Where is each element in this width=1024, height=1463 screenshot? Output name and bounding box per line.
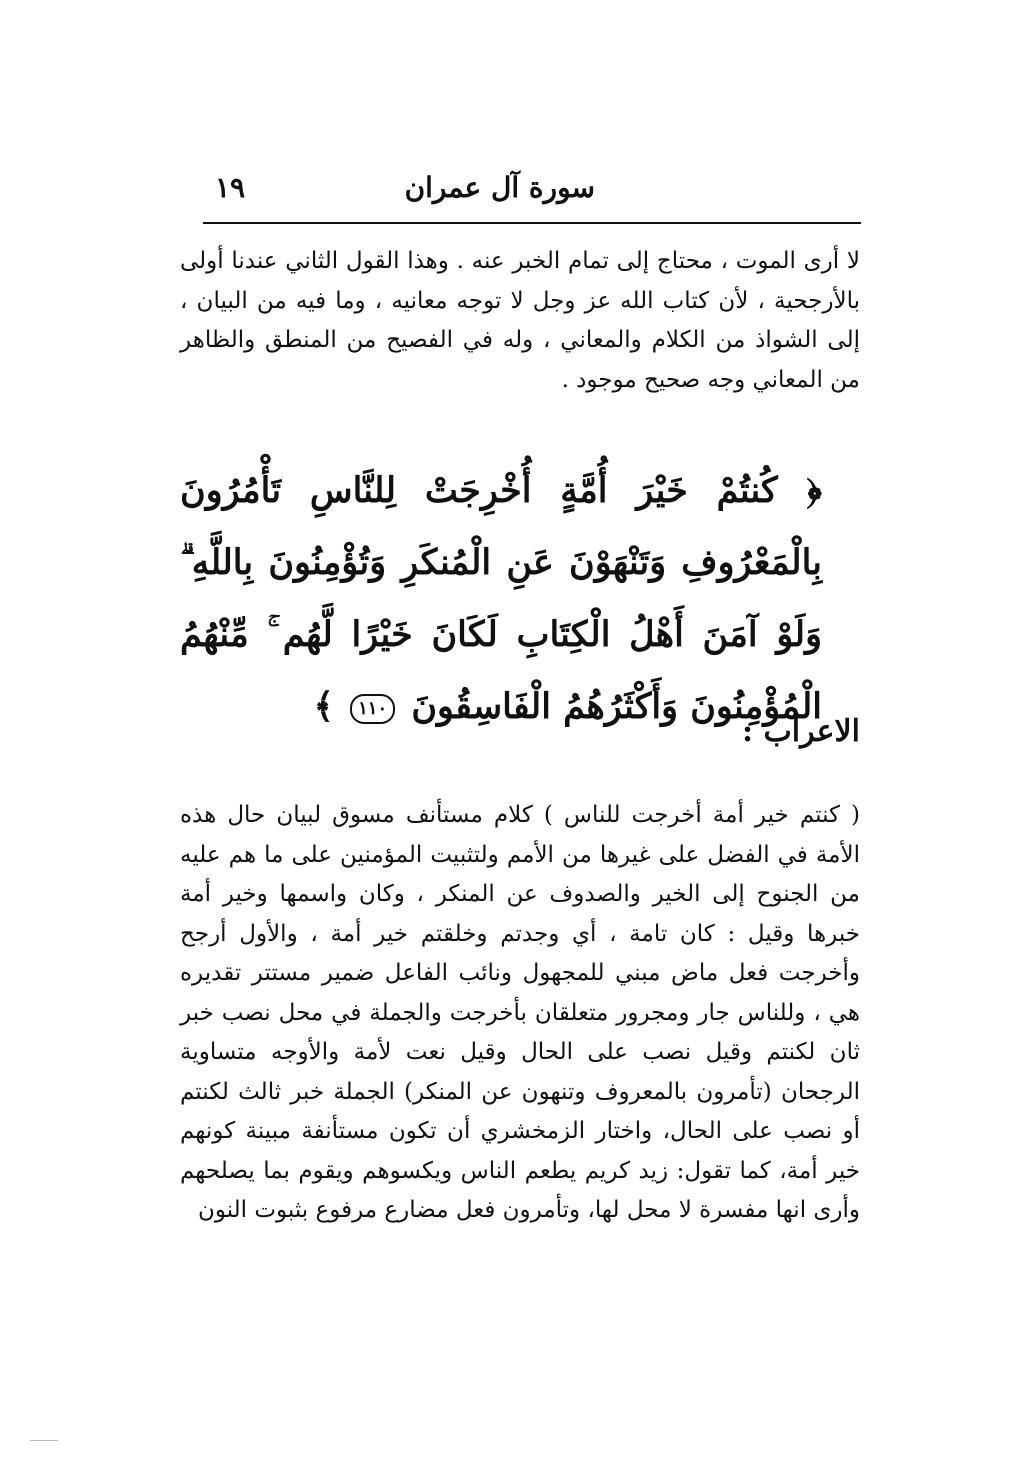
verse-text: كُنتُمْ خَيْرَ أُمَّةٍ أُخْرِجَتْ لِلنَّاسِ تَأْمُرُونَ بِالْمَعْرُوفِ وَتَنْهَوْنَ عَنِ الْمُنكَرِ وَتُؤْمِنُونَ بِاللَّهِ ۗ وَلَوْ آمَنَ أَهْلُ الْكِتَابِ لَكَانَ خَيْرًا لَّهُم ۚ مِّنْهُمُ الْمُؤْمِنُونَ وَأَكْثَرُهُمُ الْفَاسِقُونَ: [180, 470, 822, 727]
surah-title: سورة آل عمران: [404, 171, 595, 204]
quran-verse: [180, 455, 822, 743]
commentary-paragraph-top: لا أرى الموت ، محتاج إلى تمام الخبر عنه . وهذا القول الثاني عندنا أولى بالأرجحية ، لأن كتاب الله عز وجل لا توجه معانيه ، وما فيه من البيان ، إلى الشواذ من الكلام والمعاني ، وله في الفصيح من المنطق والظاهر من المعاني وجه صحيح موجود .: [180, 248, 860, 393]
scan-edge-mark: [30, 1440, 58, 1441]
commentary-paragraph-bottom: ( كنتم خير أمة أخرجت للناس ) كلام مستأنف مسوق لبيان حال هذه الأمة في الفضل على غيرها من الأمم ولتثبيت المؤمنين على ما هم عليه من الجنوح إلى الخير والصدوف عن المنكر ، وكان واسمها وخير أمة خبرها وقيل : كان تامة ، أي وجدتم وخلقتم خير أمة ، والأول أرجح وأخرجت فعل ماض مبني للمجهول ونائب الفاعل ضمير مستتر تقديره هي ، وللناس جار ومجرور متعلقان بأخرجت والجملة في محل نصب خبر ثان لكنتم وقيل نصب على الحال وقيل نعت لأمة والأوجه متساوية الرجحان (تأمرون بالمعروف وتنهون عن المنكر) الجملة خبر ثالث لكنتم أو نصب على الحال، واختار الزمخشري أن تكون مستأنفة مبينة كونهم خير أمة، كما تقول: زيد كريم يطعم الناس ويكسوهم ويقوم بما يصلحهم وأرى انها مفسرة لا محل لها، وتأمرون فعل مضارع مرفوع بثبوت النون: [180, 802, 860, 1223]
page-header: [205, 168, 860, 208]
section-heading-irab: الاعراب :: [742, 714, 860, 749]
verse-close-bracket: ﴾: [313, 686, 334, 727]
page-number: ١٩: [215, 171, 246, 204]
verse-open-bracket: ﴿: [806, 470, 823, 511]
header-rule: [203, 222, 861, 224]
ayah-number-marker: ١١٠: [350, 694, 395, 724]
